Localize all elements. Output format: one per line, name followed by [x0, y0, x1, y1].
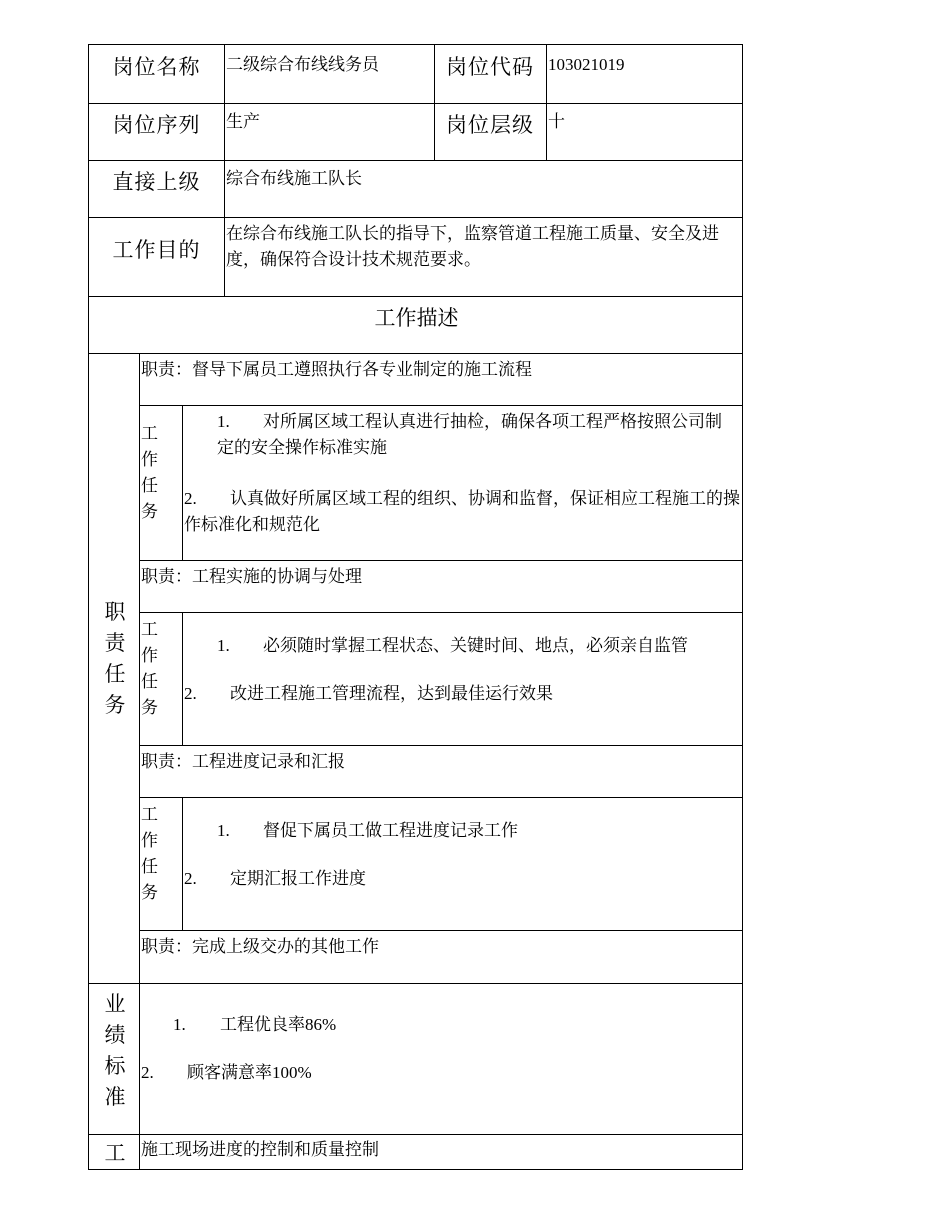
work-description-title: 工作描述 — [374, 306, 459, 330]
task-number: 1. — [217, 636, 230, 655]
task-number: 2. — [184, 489, 197, 508]
performance-number: 2. — [141, 1063, 154, 1082]
col-divider — [546, 45, 547, 160]
row-divider — [89, 353, 743, 354]
task-number: 1. — [217, 821, 230, 840]
supervisor-value: 综合布线施工队长 — [226, 169, 362, 188]
position-name-value: 二级综合布线线务员 — [226, 55, 379, 74]
row-divider — [140, 405, 743, 406]
duties-label: 职责任务 — [104, 600, 126, 717]
col-divider — [139, 353, 140, 1170]
task-text: 定期汇报工作进度 — [230, 869, 366, 888]
col-divider — [182, 405, 183, 560]
row-divider — [89, 160, 743, 161]
task-label: 工作任务 — [141, 424, 158, 521]
row-divider — [89, 1134, 743, 1135]
task-label: 工作任务 — [141, 620, 158, 717]
row-divider — [140, 560, 743, 561]
row-divider — [89, 983, 743, 984]
row-divider — [140, 930, 743, 931]
task-item — [217, 409, 737, 461]
last-row-label: 工 — [104, 1141, 126, 1165]
purpose-label: 工作目的 — [112, 238, 201, 262]
performance-text: 顾客满意率100% — [187, 1063, 312, 1082]
duty-title: 职责：工程进度记录和汇报 — [141, 752, 345, 771]
row-divider — [89, 296, 743, 297]
duty-title: 职责：完成上级交办的其他工作 — [141, 937, 379, 956]
task-text: 对所属区域工程认真进行抽检，确保各项工程严格按照公司制定的安全操作标准实施 — [217, 412, 722, 457]
job-description-table — [88, 44, 743, 1170]
performance-number: 1. — [173, 1015, 186, 1034]
col-divider — [182, 797, 183, 930]
row-divider — [89, 217, 743, 218]
performance-item — [141, 1060, 737, 1086]
position-series-value: 生产 — [226, 112, 260, 131]
task-text: 必须随时掌握工程状态、关键时间、地点，必须亲自监管 — [263, 636, 688, 655]
task-text: 认真做好所属区域工程的组织、协调和监督，保证相应工程施工的操作标准化和规范化 — [184, 489, 740, 534]
task-number: 2. — [184, 684, 197, 703]
row-divider — [140, 745, 743, 746]
task-item — [217, 633, 741, 659]
duty-title: 职责：督导下属员工遵照执行各专业制定的施工流程 — [141, 360, 532, 379]
supervisor-label: 直接上级 — [112, 170, 201, 194]
position-level-value: 十 — [548, 112, 565, 131]
position-code-value: 103021019 — [548, 55, 625, 74]
task-number: 1. — [217, 412, 230, 431]
performance-item — [173, 1012, 733, 1038]
task-text: 督促下属员工做工程进度记录工作 — [263, 821, 518, 840]
row-divider — [89, 103, 743, 104]
row-divider — [140, 797, 743, 798]
row-divider — [140, 612, 743, 613]
position-code-label: 岗位代码 — [446, 55, 534, 79]
task-item — [184, 681, 740, 707]
task-text: 改进工程施工管理流程，达到最佳运行效果 — [230, 684, 553, 703]
task-label: 工作任务 — [141, 805, 158, 902]
purpose-value: 在综合布线施工队长的指导下，监察管道工程施工质量、安全及进度，确保符合设计技术规范要求。 — [226, 224, 719, 269]
position-level-label: 岗位层级 — [446, 113, 534, 137]
duty-title: 职责：工程实施的协调与处理 — [141, 567, 362, 586]
performance-label: 业绩标准 — [104, 992, 126, 1109]
col-divider — [182, 612, 183, 745]
performance-text: 工程优良率86% — [220, 1015, 337, 1034]
task-item — [217, 818, 737, 844]
task-item — [184, 866, 740, 892]
task-number: 2. — [184, 869, 197, 888]
task-item — [184, 486, 740, 538]
position-series-label: 岗位序列 — [112, 113, 201, 137]
position-name-label: 岗位名称 — [112, 55, 201, 79]
col-divider — [224, 45, 225, 296]
last-row-value: 施工现场进度的控制和质量控制 — [141, 1140, 379, 1159]
